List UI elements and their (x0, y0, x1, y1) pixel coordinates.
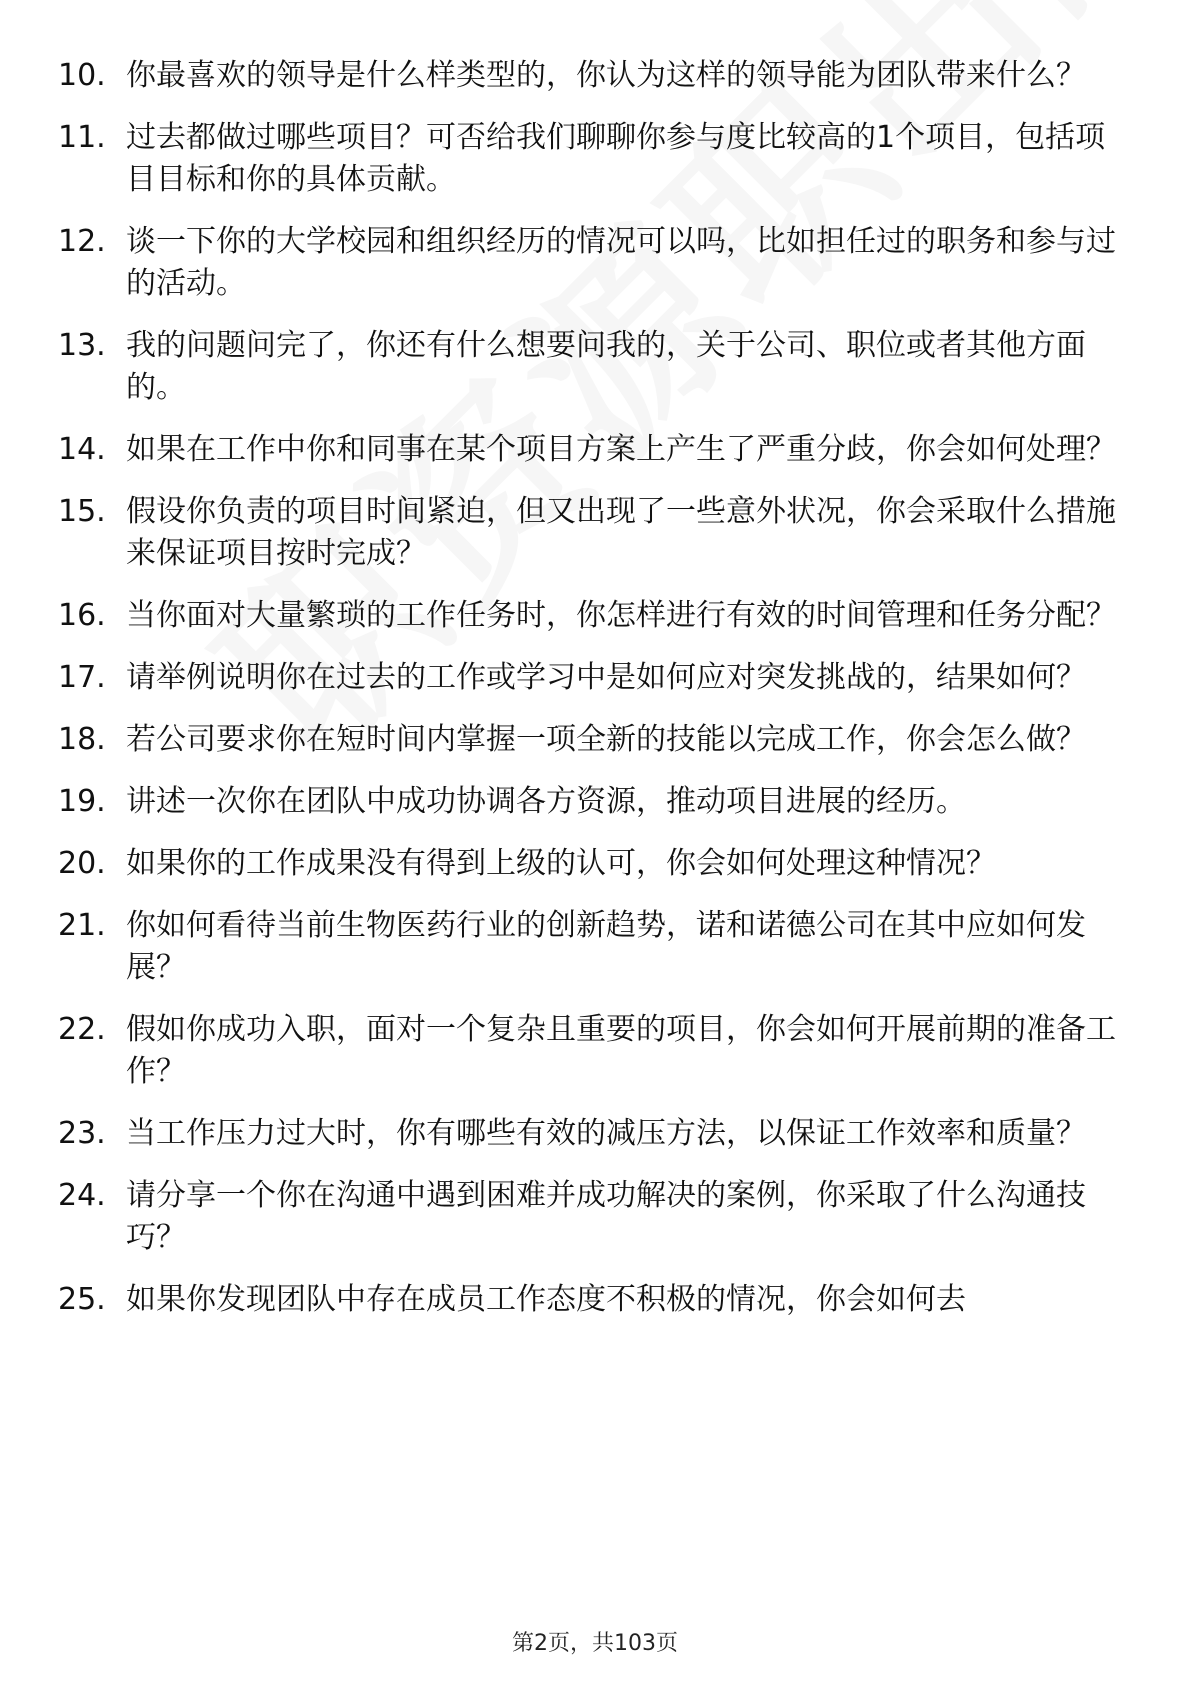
question-item (58, 905, 1118, 989)
question-text: 你如何看待当前生物医药行业的创新趋势，诺和诺德公司在其中应如何发展？ (126, 908, 1086, 985)
question-item (58, 1113, 1118, 1155)
question-number: 11. (58, 120, 106, 155)
question-item (58, 1009, 1118, 1093)
question-text: 如果你发现团队中存在成员工作态度不积极的情况，你会如何去 (126, 1282, 966, 1317)
question-number: 15. (58, 494, 106, 529)
question-item (58, 325, 1118, 409)
question-text: 请举例说明你在过去的工作或学习中是如何应对突发挑战的，结果如何？ (126, 660, 1086, 695)
question-text: 若公司要求你在短时间内掌握一项全新的技能以完成工作，你会怎么做？ (126, 722, 1086, 757)
question-text: 你最喜欢的领导是什么样类型的，你认为这样的领导能为团队带来什么？ (126, 58, 1086, 93)
question-number: 22. (58, 1012, 106, 1047)
question-item (58, 117, 1118, 201)
question-number: 23. (58, 1116, 106, 1151)
question-number: 13. (58, 328, 106, 363)
question-item (58, 595, 1118, 637)
question-number: 24. (58, 1178, 106, 1213)
question-number: 21. (58, 908, 106, 943)
page-number: 第2页，共103页 (512, 1631, 678, 1656)
question-number: 14. (58, 432, 106, 467)
question-text: 我的问题问完了，你还有什么想要问我的，关于公司、职位或者其他方面的。 (126, 328, 1086, 405)
question-text: 如果你的工作成果没有得到上级的认可，你会如何处理这种情况？ (126, 846, 996, 881)
question-text: 当工作压力过大时，你有哪些有效的减压方法，以保证工作效率和质量？ (126, 1116, 1086, 1151)
question-item (58, 657, 1118, 699)
question-list (58, 55, 1118, 1341)
question-text: 谈一下你的大学校园和组织经历的情况可以吗，比如担任过的职务和参与过的活动。 (126, 224, 1116, 301)
question-text: 讲述一次你在团队中成功协调各方资源，推动项目进展的经历。 (126, 784, 966, 819)
question-text: 请分享一个你在沟通中遇到困难并成功解决的案例，你采取了什么沟通技巧？ (126, 1178, 1086, 1255)
question-item (58, 719, 1118, 761)
question-number: 12. (58, 224, 106, 259)
question-number: 18. (58, 722, 106, 757)
question-number: 19. (58, 784, 106, 819)
question-number: 16. (58, 598, 106, 633)
question-text: 假如你成功入职，面对一个复杂且重要的项目，你会如何开展前期的准备工作？ (126, 1012, 1116, 1089)
question-item (58, 429, 1118, 471)
question-item (58, 221, 1118, 305)
question-item (58, 1175, 1118, 1259)
question-text: 假设你负责的项目时间紧迫，但又出现了一些意外状况，你会采取什么措施来保证项目按时完成？ (126, 494, 1116, 571)
question-number: 10. (58, 58, 106, 93)
question-text: 如果在工作中你和同事在某个项目方案上产生了严重分歧，你会如何处理？ (126, 432, 1116, 467)
question-text: 当你面对大量繁琐的工作任务时，你怎样进行有效的时间管理和任务分配？ (126, 598, 1116, 633)
question-item (58, 491, 1118, 575)
question-text: 过去都做过哪些项目？可否给我们聊聊你参与度比较高的1个项目，包括项目目标和你的具体贡献。 (126, 120, 1106, 197)
question-item (58, 55, 1118, 97)
question-item (58, 781, 1118, 823)
question-number: 17. (58, 660, 106, 695)
question-item (58, 843, 1118, 885)
question-number: 25. (58, 1282, 106, 1317)
question-number: 20. (58, 846, 106, 881)
question-item (58, 1279, 1118, 1321)
